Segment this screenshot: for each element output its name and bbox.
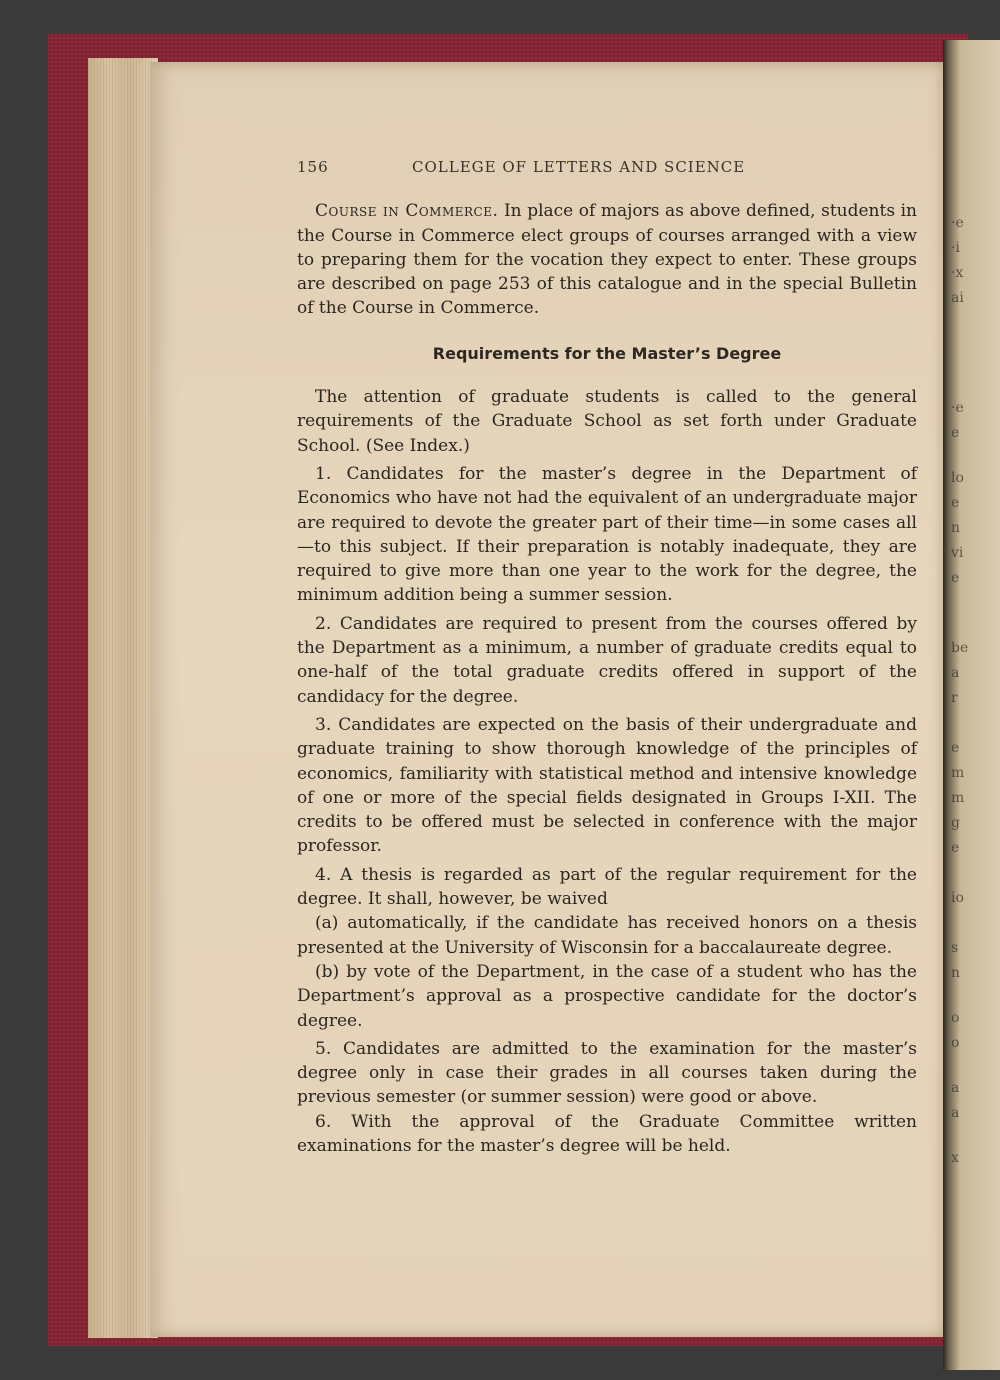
intro-paragraph: The attention of graduate students is called to the general requirements of the Graduate School as set forth under Graduate School. (See Index.)	[297, 387, 917, 456]
page-number: 156	[297, 158, 329, 176]
running-title: COLLEGE OF LETTERS AND SCIENCE	[412, 158, 746, 176]
requirement-5: 5. Candidates are admitted to the examination for the master’s degree only in case their grades in all courses taken during the previous semester (or summer session) were good or above.	[297, 1038, 917, 1108]
requirement-3: 3. Candidates are expected on the basis of their undergraduate and graduate training to show thorough knowledge of the principles of economics, familiarity with statistical method and intensive knowledge of one or more of the special fields designated in Groups I-XII. The credits to be offered must be selected in conference with the major professor.	[297, 714, 917, 857]
commerce-paragraph	[297, 199, 917, 320]
section-title: Requirements for the Master’s Degree	[432, 343, 782, 363]
page-content	[297, 155, 917, 1158]
requirement-6: 6. With the approval of the Graduate Committee written examinations for the master’s degree will be held.	[297, 1111, 917, 1156]
commerce-label: Course in Commerce.	[315, 201, 499, 222]
requirement-1: 1. Candidates for the master’s degree in the Department of Economics who have not had the equivalent of an undergraduate major are required to devote the greater part of their time—in some cases all—to this subject. If their preparation is notably inadequate, they are required to give more than one year to the work for the degree, the minimum addition being a summer session.	[297, 463, 917, 606]
page-edges	[88, 58, 158, 1338]
commerce-text: In place of majors as above defined, students in the Course in Commerce elect groups of courses arranged with a view to preparing them for the vocation they expect to enter. These groups are described on page 253 of this catalogue and in the special Bulletin of the Course in Commerce.	[297, 201, 917, 319]
requirement-4: 4. A thesis is regarded as part of the regular requirement for the degree. It shall, however, be waived	[297, 864, 917, 910]
running-head	[297, 155, 917, 179]
requirement-2: 2. Candidates are required to present from the courses offered by the Department as a minimum, a number of graduate credits equal to one-half of the total graduate credits offered in support of the candidacy for the degree.	[297, 613, 917, 707]
requirement-4a: (a) automatically, if the candidate has received honors on a thesis presented at the University of Wisconsin for a baccalaureate degree.	[297, 913, 917, 958]
next-page-edge: ·e ·i ·x ai ·e e lo e n vi e be a r e m m g e io s n o o a a x	[943, 40, 1000, 1370]
requirement-4b: (b) by vote of the Department, in the case of a student who has the Department’s approval as a prospective candidate for the doctor’s degree.	[297, 961, 917, 1031]
